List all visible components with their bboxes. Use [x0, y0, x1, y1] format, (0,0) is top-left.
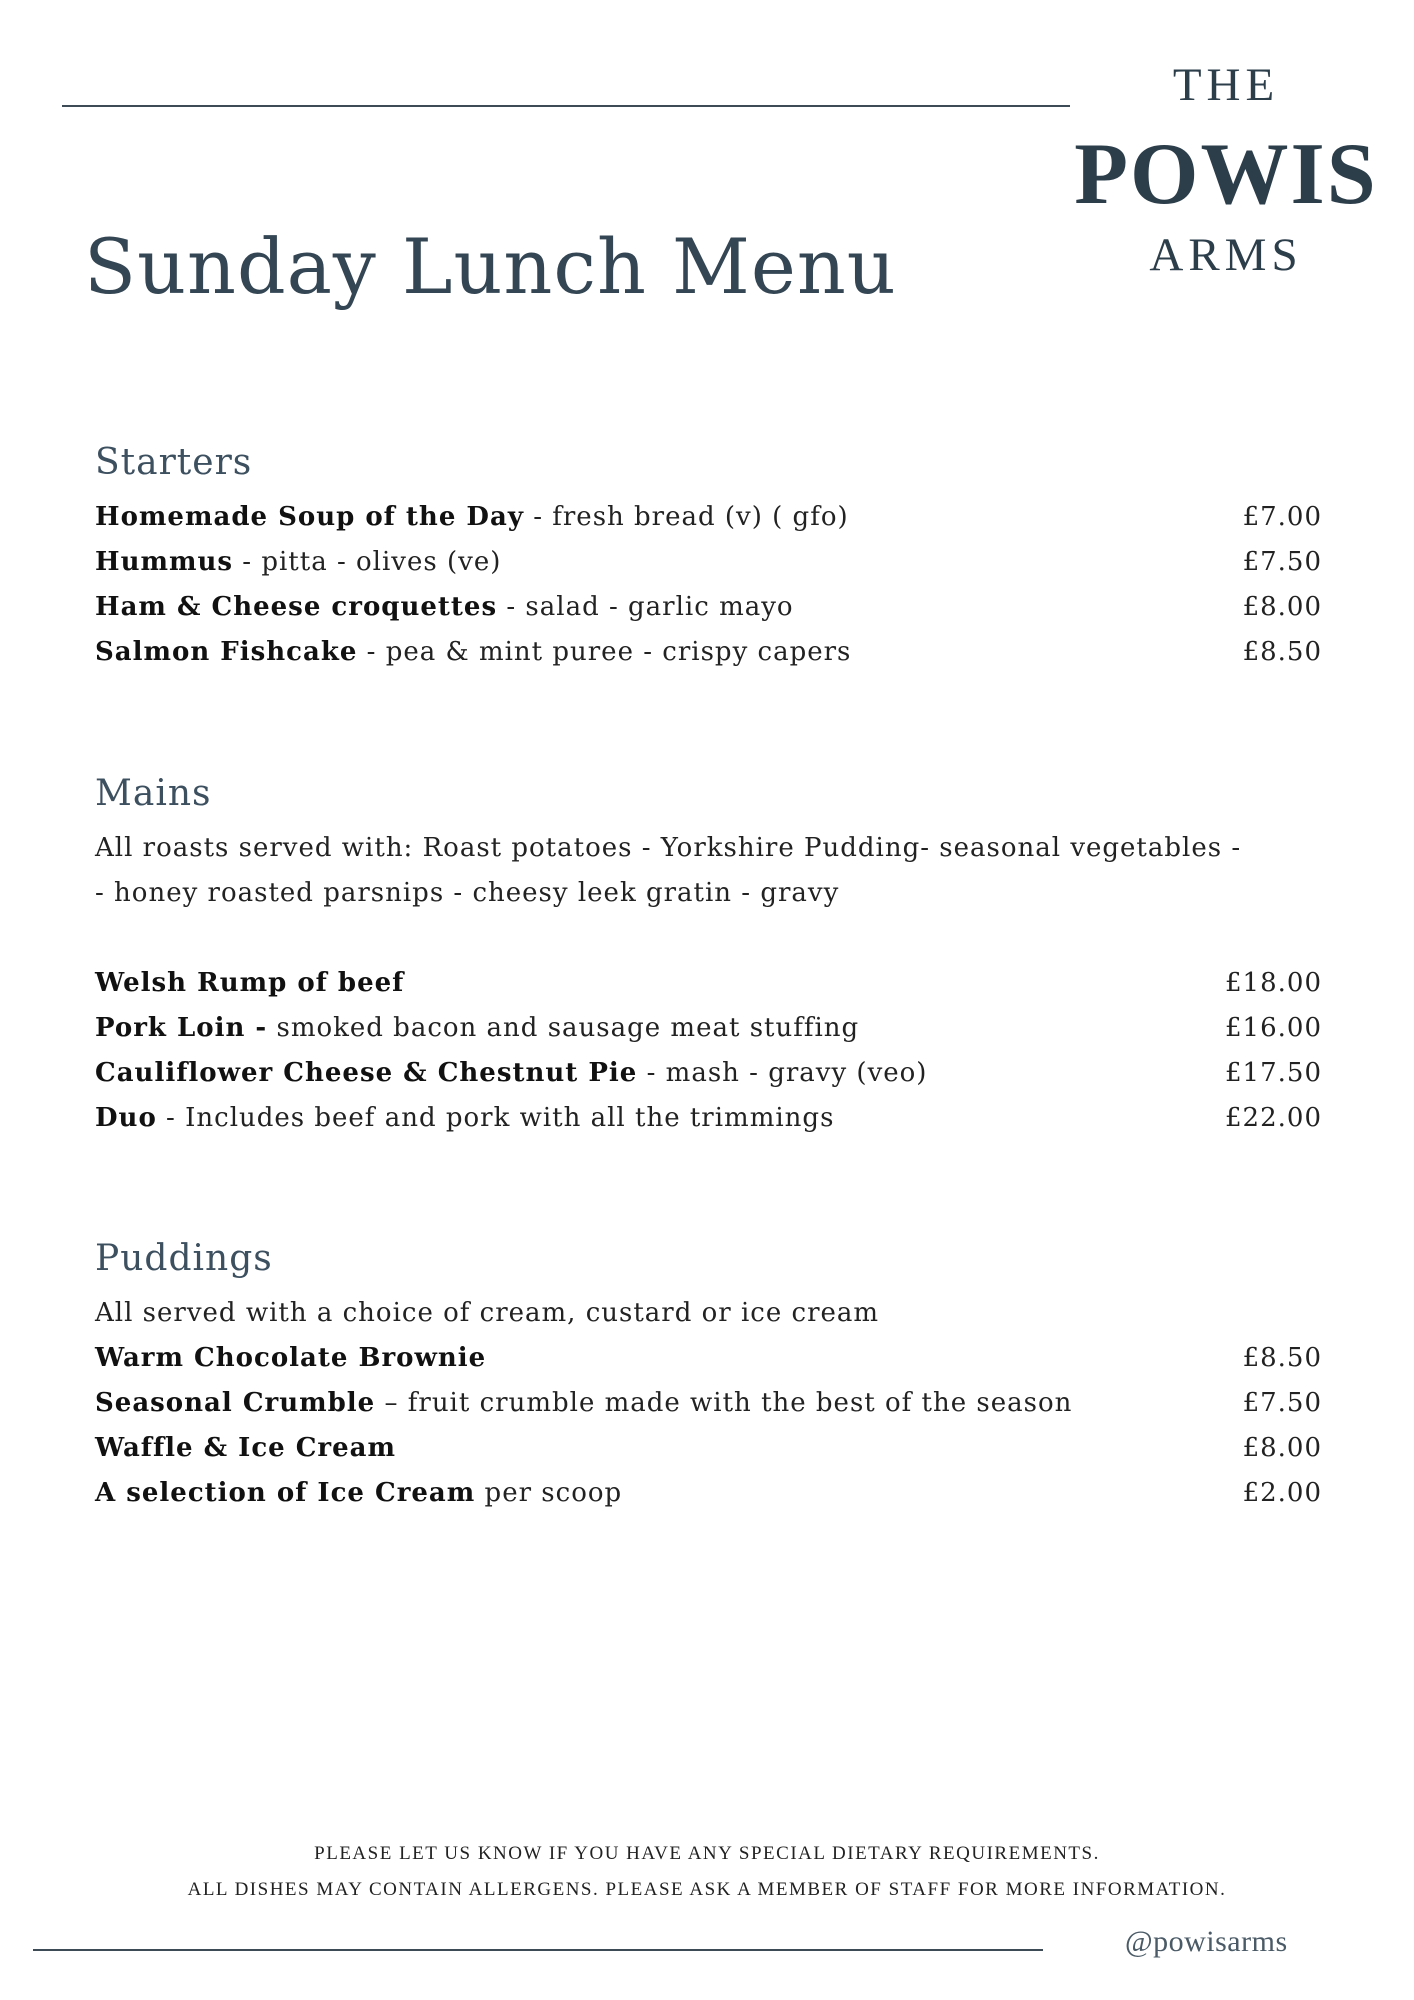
pudding-item-ice-cream	[95, 1478, 1322, 1518]
logo-powis: POWIS	[1074, 126, 1378, 223]
menu-title: Sunday Lunch Menu	[84, 222, 897, 311]
puddings-note: All served with a choice of cream, custard or ice cream	[95, 1298, 880, 1328]
item-name: Homemade Soup of the Day	[95, 502, 524, 532]
item-description: smoked bacon and sausage meat stuffing	[267, 1013, 860, 1043]
item-description: - salad - garlic mayo	[497, 592, 794, 622]
item-name: Welsh Rump of beef	[95, 968, 405, 998]
item-name: Duo	[95, 1103, 157, 1133]
item-price: £7.50	[1242, 1388, 1322, 1418]
item-description: - mash - gravy (veo)	[637, 1058, 928, 1088]
item-price: £8.00	[1242, 592, 1322, 622]
starter-item-fishcake	[95, 637, 1322, 677]
pudding-item-waffle	[95, 1433, 1322, 1473]
item-description: - fresh bread (v) ( gfo)	[523, 502, 849, 532]
starters-heading: Starters	[95, 442, 253, 483]
puddings-heading: Puddings	[95, 1238, 273, 1279]
logo-the: THE	[1172, 59, 1280, 111]
item-description: - pea & mint puree - crispy capers	[357, 637, 852, 667]
item-price: £8.50	[1242, 1343, 1322, 1373]
bottom-divider	[33, 1949, 1043, 1951]
item-name: Seasonal Crumble	[95, 1388, 376, 1418]
pudding-item-brownie	[95, 1343, 1322, 1383]
item-description: per scoop	[475, 1478, 623, 1508]
item-price: £8.50	[1242, 637, 1322, 667]
item-price: £18.00	[1225, 968, 1322, 998]
mains-note-line2: - honey roasted parsnips - cheesy leek gratin - gravy	[95, 878, 840, 908]
item-description: - pitta - olives (ve)	[233, 547, 502, 577]
dietary-notice: PLEASE LET US KNOW IF YOU HAVE ANY SPECIAL DIETARY REQUIREMENTS.	[314, 1843, 1100, 1864]
item-price: £22.00	[1225, 1103, 1322, 1133]
item-name: Warm Chocolate Brownie	[95, 1343, 487, 1373]
item-name: Ham & Cheese croquettes	[95, 592, 498, 622]
mains-heading: Mains	[95, 773, 212, 814]
starter-item-croquettes	[95, 592, 1322, 632]
item-price: £17.50	[1225, 1058, 1322, 1088]
item-name: Hummus	[95, 547, 234, 577]
item-name: A selection of Ice Cream	[95, 1478, 476, 1508]
item-description: - Includes beef and pork with all the trimmings	[156, 1103, 835, 1133]
item-price: £16.00	[1225, 1013, 1322, 1043]
starter-item-soup	[95, 502, 1322, 542]
allergen-notice: ALL DISHES MAY CONTAIN ALLERGENS. PLEASE ASK A MEMBER OF STAFF FOR MORE INFORMATION.	[187, 1879, 1227, 1900]
item-price: £7.50	[1242, 547, 1322, 577]
item-name: Pork Loin -	[95, 1013, 268, 1043]
logo-arms: ARMS	[1149, 229, 1303, 281]
main-item-beef	[95, 968, 1322, 1008]
top-divider	[62, 105, 1070, 107]
social-handle: @powisarms	[1125, 1925, 1288, 1958]
main-item-duo	[95, 1103, 1322, 1143]
mains-note-line1: All roasts served with: Roast potatoes - Yorkshire Pudding- seasonal vegetables -	[95, 833, 1242, 863]
starter-item-hummus	[95, 547, 1322, 587]
item-price: £2.00	[1242, 1478, 1322, 1508]
item-name: Waffle & Ice Cream	[95, 1433, 397, 1463]
item-price: £7.00	[1242, 502, 1322, 532]
item-name: Cauliflower Cheese & Chestnut Pie	[95, 1058, 638, 1088]
main-item-pie	[95, 1058, 1322, 1098]
item-price: £8.00	[1242, 1433, 1322, 1463]
main-item-pork	[95, 1013, 1322, 1053]
pudding-item-crumble	[95, 1388, 1322, 1428]
item-description: – fruit crumble made with the best of the season	[375, 1388, 1073, 1418]
item-name: Salmon Fishcake	[95, 637, 358, 667]
